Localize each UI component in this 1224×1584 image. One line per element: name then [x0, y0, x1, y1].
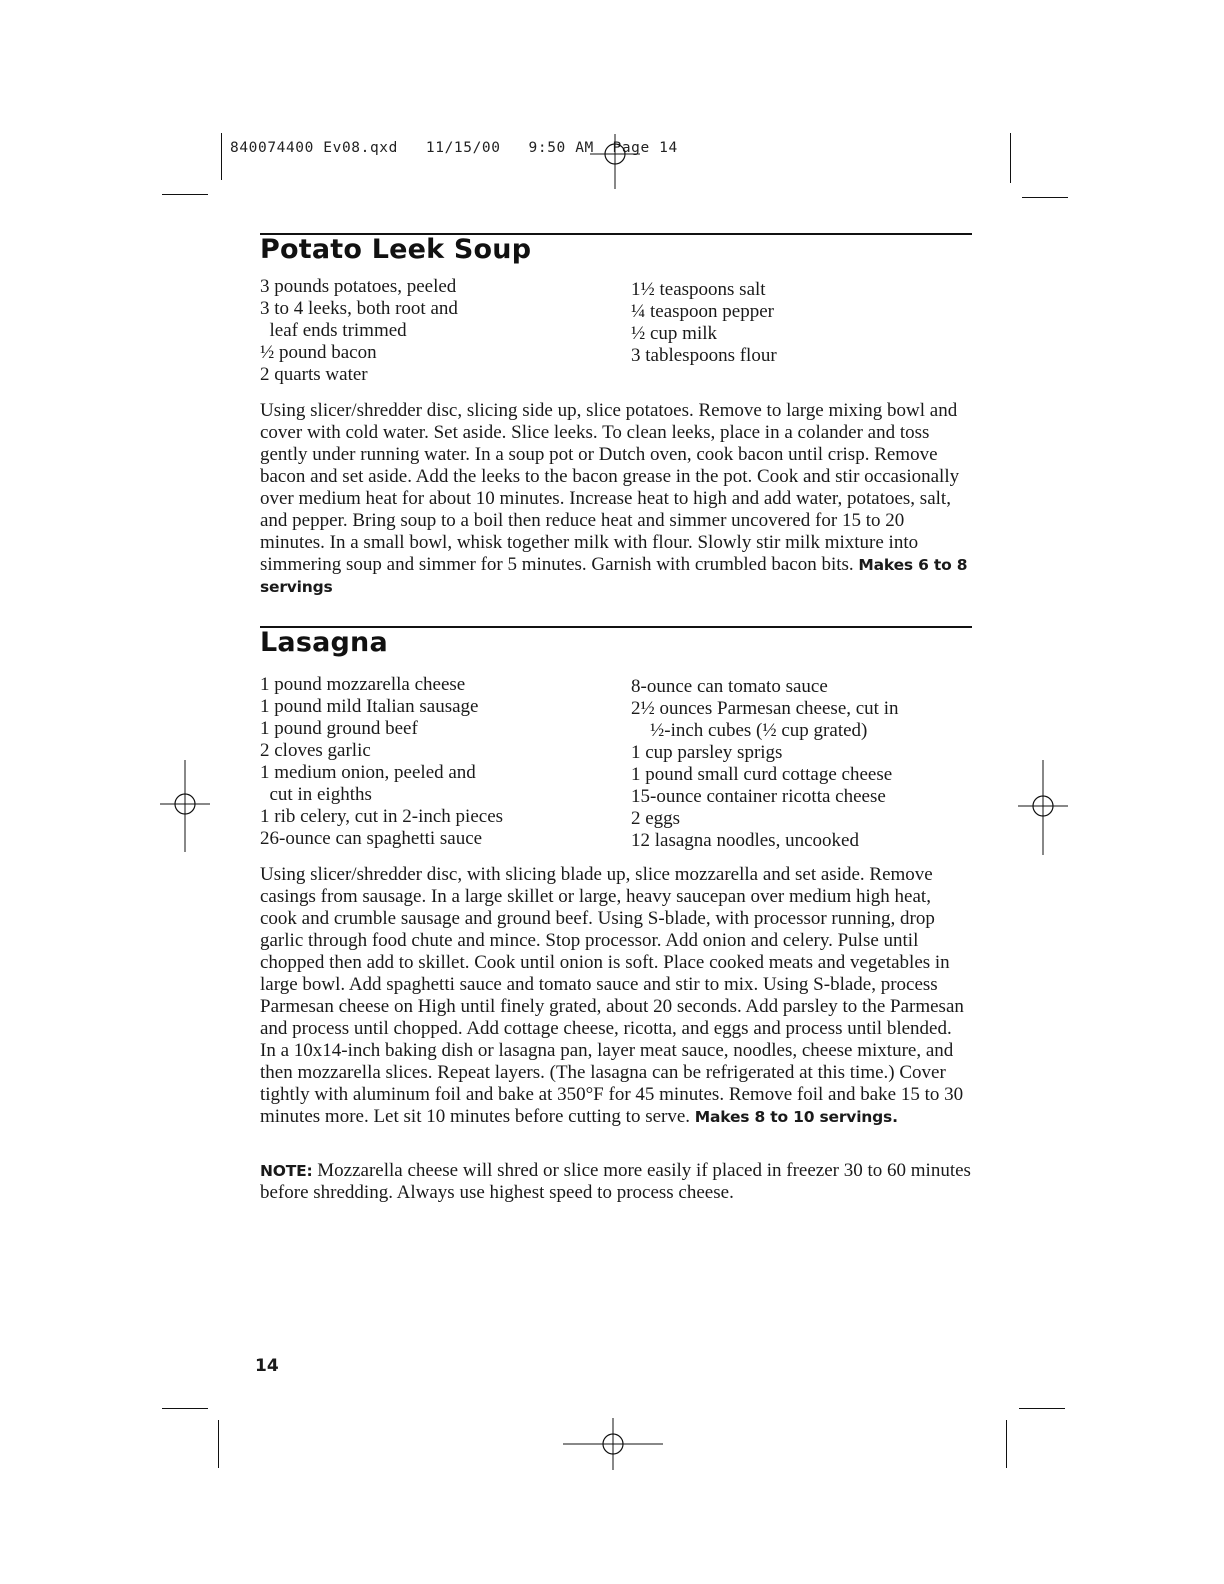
ingredient: 1 pound mild Italian sausage [260, 696, 479, 717]
soup-ingredients-right [631, 279, 777, 367]
yield-text: Makes 8 to 10 servings. [694, 1108, 898, 1126]
ingredient: 3 tablespoons flour [631, 345, 777, 366]
note-text: Mozzarella cheese will shred or slice more easily if placed in freezer 30 to 60 minutes before shredding. Always use highest speed to process cheese. [260, 1160, 971, 1203]
recipe-title-lasagna: Lasagna [260, 627, 388, 658]
page-number: 14 [255, 1356, 279, 1376]
ingredient: ½ cup milk [631, 323, 718, 344]
ingredient: 1½ teaspoons salt [631, 279, 766, 300]
ingredient: 1 pound mozzarella cheese [260, 674, 466, 695]
lasagna-method [260, 864, 972, 1128]
registration-mark-icon [590, 134, 640, 194]
ingredient: 2½ ounces Parmesan cheese, cut in [631, 698, 899, 719]
ingredient: 2 cloves garlic [260, 740, 371, 761]
ingredient: 1 rib celery, cut in 2-inch pieces [260, 806, 504, 827]
recipe-title-potato-leek-soup: Potato Leek Soup [260, 234, 532, 265]
lasagna-ingredients-right [631, 676, 899, 852]
registration-mark-icon [563, 1418, 663, 1470]
yield-text: Makes 6 to 8 servings [260, 556, 968, 596]
ingredient: leaf ends trimmed [260, 320, 407, 341]
crop-mark [1006, 1420, 1007, 1468]
ingredient: 1 medium onion, peeled and [260, 762, 476, 783]
ingredient: 26-ounce can spaghetti sauce [260, 828, 483, 849]
registration-mark-icon [1018, 760, 1068, 855]
ingredient: ½ pound bacon [260, 342, 377, 363]
registration-mark-icon [160, 760, 210, 852]
crop-mark [1019, 1408, 1065, 1409]
crop-mark [221, 133, 222, 180]
ingredient: 2 quarts water [260, 364, 368, 385]
ingredient: 12 lasagna noodles, uncooked [631, 830, 859, 851]
note-label: NOTE: [260, 1162, 313, 1180]
lasagna-ingredients-left [260, 674, 503, 850]
ingredient: 3 pounds potatoes, peeled [260, 276, 457, 297]
ingredient: 1 cup parsley sprigs [631, 742, 783, 763]
ingredient: ½-inch cubes (½ cup grated) [631, 720, 868, 741]
ingredient: 3 to 4 leeks, both root and [260, 298, 458, 319]
lasagna-note [260, 1160, 972, 1204]
ingredient: 1 pound ground beef [260, 718, 418, 739]
ingredient: 15-ounce container ricotta cheese [631, 786, 886, 807]
method-text: Using slicer/shredder disc, slicing side up, slice potatoes. Remove to large mixing bowl and cover with cold water. Set aside. Slice leeks. To clean leeks, place in a colander and toss gently under running water. In a soup pot or Dutch oven, cook bacon until crisp. Remove bacon and set aside. Add the leeks to the bacon grease in the pot. Cook and stir occasionally over medium heat for about 10 minutes. Increase heat to high and add water, potatoes, salt, and pepper. Bring soup to a boil then reduce heat and simmer uncovered for 15 to 20 minutes. In a small bowl, whisk together milk with flour. Slowly stir milk mixture into simmering soup and simmer for 5 minutes. Garnish with crumbled bacon bits. [260, 400, 960, 575]
soup-ingredients-left [260, 276, 458, 386]
ingredient: cut in eighths [260, 784, 372, 805]
print-slug: 840074400 Ev08.qxd 11/15/00 9:50 AM Page 14 [230, 140, 678, 156]
crop-mark [1010, 133, 1011, 183]
crop-mark [162, 194, 208, 195]
soup-method [260, 400, 972, 598]
crop-mark [1022, 197, 1068, 198]
ingredient: ¼ teaspoon pepper [631, 301, 774, 322]
ingredient: 2 eggs [631, 808, 681, 829]
crop-mark [162, 1408, 208, 1409]
ingredient: 1 pound small curd cottage cheese [631, 764, 893, 785]
ingredient: 8-ounce can tomato sauce [631, 676, 828, 697]
crop-mark [218, 1420, 219, 1468]
method-text: Using slicer/shredder disc, with slicing blade up, slice mozzarella and set aside. Remove casings from sausage. In a large skillet or large, heavy saucepan over medium high heat, cook and crumble sausage and ground beef. Using S-blade, with processor running, drop garlic through food chute and mince. Stop processor. Add onion and celery. Pulse until chopped then add to skillet. Cook until onion is soft. Place cooked meats and vegetables in large bowl. Add spaghetti sauce and tomato sauce and stir to mix. Using S-blade, process Parmesan cheese on High until finely grated, about 20 seconds. Add parsley to the Parmesan and process until chopped. Add cottage cheese, ricotta, and eggs and process until blended. In a 10x14-inch baking dish or lasagna pan, layer meat sauce, noodles, cheese mixture, and then mozzarella slices. Repeat layers. (The lasagna can be refrigerated at this time.) Cover tightly with aluminum foil and bake at 350°F for 45 minutes. Remove foil and bake 15 to 30 minutes more. Let sit 10 minutes before cutting to serve. [260, 864, 964, 1127]
